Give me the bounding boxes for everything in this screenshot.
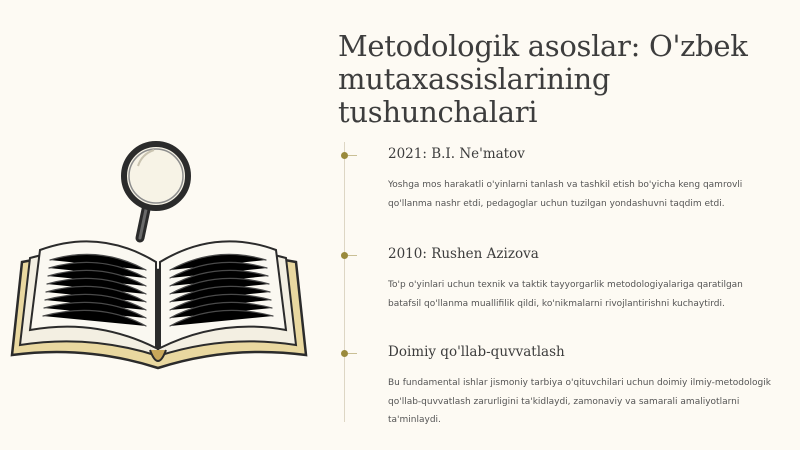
timeline-text: To'p o'yinlari uchun texnik va taktik tayyorgarlik metodologiyalariga qaratilgan batafsil qo'llanma muallifilik qildi, ko'nikmalarni rivojlantirishni kuchaytirdi. bbox=[388, 280, 743, 309]
open-book-icon bbox=[12, 241, 306, 368]
timeline-tick bbox=[348, 155, 357, 156]
book-illustration bbox=[0, 0, 320, 450]
timeline-line bbox=[344, 142, 345, 422]
magnifying-glass-icon bbox=[124, 144, 188, 238]
timeline-text: Bu fundamental ishlar jismoniy tarbiya o'qituvchilari uchun doimiy ilmiy-metodologik qo'llab-quvvatlash zarurligini ta'kidlaydi, zamonaviy va samarali amaliyotlarni ta'minlaydi. bbox=[388, 378, 771, 425]
timeline bbox=[338, 142, 778, 425]
timeline-dot-icon bbox=[341, 350, 348, 357]
timeline-heading: Doimiy qo'llab-quvvatlash bbox=[388, 344, 565, 360]
timeline-dot-icon bbox=[341, 252, 348, 259]
timeline-heading: 2010: Rushen Azizova bbox=[388, 246, 539, 262]
page-title: Metodologik asoslar: O'zbek mutaxassislarining tushunchalari bbox=[338, 29, 748, 129]
timeline-tick bbox=[348, 353, 357, 354]
timeline-text: Yoshga mos harakatli o'yinlarni tanlash va tashkil etish bo'yicha keng qamrovli qo'llanma nashr etdi, pedagoglar uchun tuzilgan yondashuvni taqdim etdi. bbox=[388, 180, 743, 209]
timeline-dot-icon bbox=[341, 152, 348, 159]
timeline-tick bbox=[348, 255, 357, 256]
timeline-heading: 2021: B.I. Ne'matov bbox=[388, 146, 525, 162]
